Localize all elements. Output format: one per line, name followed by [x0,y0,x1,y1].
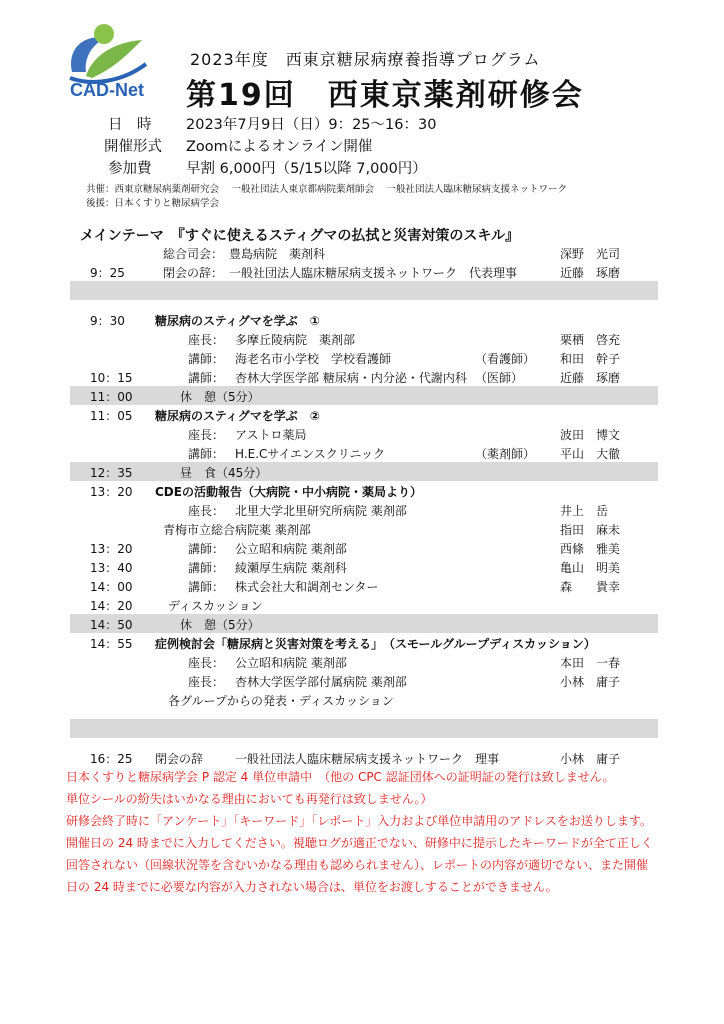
schedule-cell-time: 13：20 [90,485,133,499]
schedule-cell-time: 13：40 [90,561,133,575]
schedule-cell-e: 小林 庸子 [560,675,621,689]
schedule-cell-e: 森 貴幸 [560,580,621,594]
schedule-cell-e: 亀山 明美 [560,561,621,575]
schedule-cell-a: 糖尿病のスティグマを学ぶ ② [155,409,320,423]
format-row [104,135,372,156]
schedule-cell-e: 指田 麻未 [560,523,621,537]
schedule-row [70,243,658,262]
date-value: 2023年7月9日（日）9：25～16：30 [186,117,437,133]
schedule-cell-time: 12：35 [90,466,133,480]
schedule-cell-d: （医師） [475,371,524,385]
schedule-cell-c: 青梅市立総合病院薬 薬剤部 [163,523,311,537]
schedule-cell-d: （薬剤師） [475,447,536,461]
schedule-cell-e: 近藤 琢磨 [560,371,621,385]
schedule-row [70,671,658,690]
schedule-row [70,262,658,281]
schedule-cell-c: アストロ薬局 [235,428,307,442]
schedule-break-row [70,719,658,738]
schedule-cell-d: （看護師） [475,352,536,366]
schedule-cell-time: 14：50 [90,618,133,632]
schedule-cell-time: 11：00 [90,390,133,404]
schedule-row [70,481,658,500]
cohost-text: 共催：西東京糖尿病薬剤研究会 一般社団法人東京都病院薬剤師会 一般社団法人臨床糖尿病支援ネットワーク [86,184,568,195]
schedule-cell-c: 海老名市小学校 学校看護師 [235,352,392,366]
schedule-cell-c: 杏林大学医学部付属病院 薬剤部 [235,675,407,689]
schedule-row [70,367,658,386]
schedule-cell-c: 株式会社大和調剤センター [235,580,379,594]
note-line: 研修会終了時に「アンケート」「キーワード」「レポート」入力および単位申請用のアドレスをお送りします。 [66,814,652,828]
schedule-cell-c: H.E.Cサイエンスクリニック [235,447,386,461]
schedule-row [70,443,658,462]
note-line: 日本くすりと糖尿病学会 P 認定 4 単位申請中 （他の CPC 認証団体への証明証の発行は致しません。 [66,770,615,784]
schedule-cell-b: 講師： [188,447,225,461]
schedule-cell-b: 講師： [188,352,225,366]
schedule-cell-c: 公立昭和病院 薬剤部 [235,656,347,670]
schedule-row [70,633,658,652]
schedule-cell-e: 栗栖 啓充 [560,333,621,347]
schedule-cell-b: 講師： [188,542,225,556]
schedule-cell-a: 閉会の辞 [155,752,204,766]
schedule-row [70,576,658,595]
schedule-cell-b: 座長： [188,656,225,670]
program-subtitle: 2023年度 西東京糖尿病療養指導プログラム [190,50,541,69]
fee-label: 参加費 [108,161,152,177]
schedule-cell-a: 糖尿病のスティグマを学ぶ ① [155,314,320,328]
schedule-cell-b: 講師： [188,580,225,594]
date-label: 日 時 [108,117,152,133]
schedule-row [70,348,658,367]
fee-row [108,157,427,178]
note-line: 日の 24 時までに必要な内容が入力されない場合は、単位をお渡しすることができません。 [66,880,558,894]
schedule-cell-e: 深野 光司 [560,247,621,261]
date-row [86,113,436,134]
schedule-row [70,690,658,709]
schedule-cell-time: 14：55 [90,637,133,651]
schedule-cell-b: 座長： [188,675,225,689]
schedule-cell-c: 北里大学北里研究所病院 薬剤部 [235,504,407,518]
schedule-cell-c: 閉会の辞： 一般社団法人臨床糖尿病支援ネットワーク 代表理事 [163,266,518,280]
schedule-spacer [70,709,658,719]
schedule-cell-c: 一般社団法人臨床糖尿病支援ネットワーク 理事 [235,752,500,766]
schedule-cell-time: 14：20 [90,599,133,613]
schedule-row [70,405,658,424]
schedule-cell-b: 講師： [188,561,225,575]
schedule-row [70,310,658,329]
schedule-spacer [70,738,658,748]
schedule-cell-time: 10：15 [90,371,133,385]
schedule-row [70,519,658,538]
schedule-break-row [70,386,658,405]
schedule-row [70,424,658,443]
schedule-cell-e: 近藤 琢磨 [560,266,621,280]
schedule-cell-b: 座長： [188,428,225,442]
schedule-row [70,538,658,557]
note-line: 開催日の 24 時までに入力してください。視聴ログが適正でない、研修中に提示したキーワードが全て正しく [66,836,653,850]
schedule-cell-a2: 各グループからの発表・ディスカッション [168,694,394,708]
schedule-cell-time: 9：30 [90,314,125,328]
schedule-row [70,500,658,519]
schedule-row [70,595,658,614]
schedule-cell-time: 14：00 [90,580,133,594]
schedule-cell-brk: 休 憩（5分） [180,618,260,632]
format-label: 開催形式 [104,139,162,155]
note-line: 単位シールの紛失はいかなる理由においても再発行は致しません。） [66,792,433,806]
main-theme: メインテーマ 『すぐに使えるスティグマの払拭と災害対策のスキル』 [80,228,520,244]
fee-value: 早割 6,000円（5/15以降 7,000円） [186,161,427,177]
schedule-cell-time: 13：20 [90,542,133,556]
schedule-cell-time: 11：05 [90,409,133,423]
schedule-cell-e: 西條 雅美 [560,542,621,556]
schedule-break-row [70,614,658,633]
schedule-cell-c: 多摩丘陵病院 薬剤部 [235,333,356,347]
schedule-cell-b: 講師： [188,371,225,385]
schedule-cell-c: 総合司会： 豊島病院 薬剤科 [163,247,326,261]
schedule-row [70,557,658,576]
schedule-cell-time: 16：25 [90,752,133,766]
note-line: 回答されない（回線状況等を含むいかなる理由も認められません）、レポートの内容が適切でない、また開催 [66,858,649,872]
schedule-cell-time: 9：25 [90,266,125,280]
schedule-cell-c: 公立昭和病院 薬剤部 [235,542,347,556]
schedule-cell-c: 杏林大学医学部 糖尿病・内分泌・代謝内科 [235,371,467,385]
schedule-cell-e: 小林 庸子 [560,752,621,766]
schedule-table [70,243,658,767]
schedule-break-row [70,462,658,481]
logo-text: CAD-Net [70,80,144,100]
schedule-cell-b: 座長： [188,333,225,347]
support-text: 後援：日本くすりと糖尿病学会 [86,198,220,209]
schedule-cell-e: 和田 幹子 [560,352,621,366]
schedule-cell-b: 座長： [188,504,225,518]
schedule-cell-e: 井上 岳 [560,504,609,518]
schedule-row [70,329,658,348]
schedule-cell-c: 綾瀬厚生病院 薬剤科 [235,561,347,575]
schedule-break-row [70,281,658,300]
schedule-cell-a: 症例検討会「糖尿病と災害対策を考える」 （スモールグループディスカッション） [155,637,596,651]
schedule-cell-e: 波田 博文 [560,428,621,442]
schedule-cell-e: 本田 一春 [560,656,621,670]
format-value: Zoomによるオンライン開催 [186,139,373,155]
schedule-cell-brk: 休 憩（5分） [180,390,260,404]
notes-section [66,766,666,898]
schedule-cell-e: 平山 大徹 [560,447,621,461]
schedule-row [70,748,658,767]
schedule-spacer [70,300,658,310]
page-title: 第19回 西東京薬剤研修会 [186,78,584,113]
schedule-row [70,652,658,671]
schedule-cell-brk: 昼 食（45分） [180,466,268,480]
schedule-cell-a2: ディスカッション [168,599,263,613]
schedule-cell-a: CDEの活動報告（大病院・中小病院・薬局より） [155,485,422,499]
